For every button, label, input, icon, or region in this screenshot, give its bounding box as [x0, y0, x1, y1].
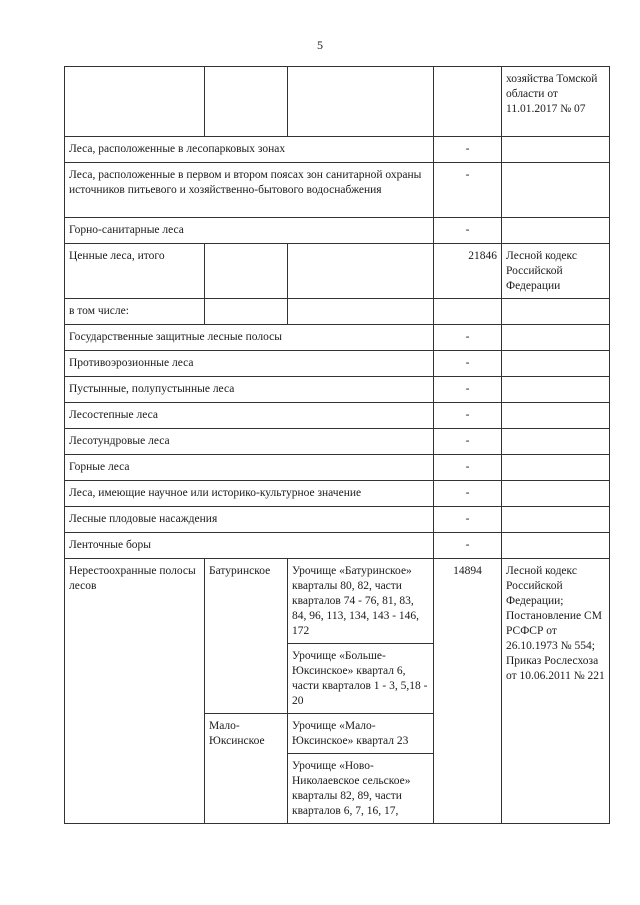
legal-basis-cell [502, 163, 610, 218]
forestry-cell: Мало-Юксинское [205, 714, 288, 824]
category-cell: Горные леса [65, 455, 434, 481]
category-cell: Государственные защитные лесные полосы [65, 325, 434, 351]
table-row [65, 533, 610, 559]
legal-basis-cell: Лесной кодекс Российской Федерации; Постановление СМ РСФСР от 26.10.1973 № 554; Приказ Рослесхоза от 10.06.2011 № 221 [502, 559, 610, 824]
area-cell [434, 299, 502, 325]
area-cell: - [434, 163, 502, 218]
tract-cell [288, 244, 434, 299]
forestry-cell [205, 67, 288, 137]
category-cell: Лесостепные леса [65, 403, 434, 429]
forestry-cell: Батуринское [205, 559, 288, 714]
forestry-cell [205, 244, 288, 299]
area-cell: - [434, 533, 502, 559]
table-row [65, 455, 610, 481]
area-cell: 21846 [434, 244, 502, 299]
legal-basis-cell [502, 137, 610, 163]
category-cell: Леса, имеющие научное или историко-культурное значение [65, 481, 434, 507]
area-cell [434, 67, 502, 137]
category-cell [65, 67, 205, 137]
area-cell: - [434, 507, 502, 533]
table-row [65, 377, 610, 403]
area-cell: 14894 [434, 559, 502, 824]
category-cell: Нерестоохранные полосы лесов [65, 559, 205, 824]
table-row [65, 67, 610, 137]
table-row [65, 351, 610, 377]
legal-basis-cell [502, 218, 610, 244]
table-row [65, 429, 610, 455]
legal-basis-cell [502, 481, 610, 507]
table-row [65, 163, 610, 218]
table-row [65, 559, 610, 644]
tract-cell: Урочище «Больше-Юксинское» квартал 6, части кварталов 1 - 3, 5,18 - 20 [288, 644, 434, 714]
category-cell: Ценные леса, итого [65, 244, 205, 299]
category-cell: Пустынные, полупустынные леса [65, 377, 434, 403]
legal-basis-cell [502, 377, 610, 403]
legal-basis-cell [502, 325, 610, 351]
category-cell: Лесные плодовые насаждения [65, 507, 434, 533]
tract-cell: Урочище «Батуринское» кварталы 80, 82, части кварталов 74 - 76, 81, 83, 84, 96, 113, 134, 143 - 146, 172 [288, 559, 434, 644]
category-cell: Леса, расположенные в лесопарковых зонах [65, 137, 434, 163]
area-cell: - [434, 481, 502, 507]
area-cell: - [434, 325, 502, 351]
forestry-cell [205, 299, 288, 325]
area-cell: - [434, 455, 502, 481]
legal-basis-cell [502, 403, 610, 429]
forest-protection-table [64, 66, 610, 824]
table-row [65, 325, 610, 351]
area-cell: - [434, 377, 502, 403]
legal-basis-cell [502, 455, 610, 481]
category-cell: Ленточные боры [65, 533, 434, 559]
area-cell: - [434, 403, 502, 429]
area-cell: - [434, 137, 502, 163]
tract-cell: Урочище «Ново-Николаевское сельское» кварталы 82, 89, части кварталов 6, 7, 16, 17, [288, 754, 434, 824]
legal-basis-cell: хозяйства Томской области от 11.01.2017 № 07 [502, 67, 610, 137]
table-row [65, 244, 610, 299]
legal-basis-cell [502, 351, 610, 377]
legal-basis-cell [502, 507, 610, 533]
category-cell: Лесотундровые леса [65, 429, 434, 455]
page-number: 5 [317, 38, 323, 52]
category-cell: Леса, расположенные в первом и втором поясах зон санитарной охраны источников питьевого и хозяйственно-бытового водоснабжения [65, 163, 434, 218]
tract-cell [288, 299, 434, 325]
legal-basis-cell [502, 429, 610, 455]
legal-basis-cell: Лесной кодекс Российской Федерации [502, 244, 610, 299]
legal-basis-cell [502, 533, 610, 559]
area-cell: - [434, 351, 502, 377]
table-row [65, 218, 610, 244]
table-row [65, 507, 610, 533]
table-row [65, 299, 610, 325]
area-cell: - [434, 218, 502, 244]
category-cell: Противоэрозионные леса [65, 351, 434, 377]
table-row [65, 137, 610, 163]
tract-cell [288, 67, 434, 137]
category-cell: Горно-санитарные леса [65, 218, 434, 244]
table-row [65, 481, 610, 507]
legal-basis-cell [502, 299, 610, 325]
tract-cell: Урочище «Мало-Юксинское» квартал 23 [288, 714, 434, 754]
category-cell: в том числе: [65, 299, 205, 325]
area-cell: - [434, 429, 502, 455]
table-row [65, 403, 610, 429]
